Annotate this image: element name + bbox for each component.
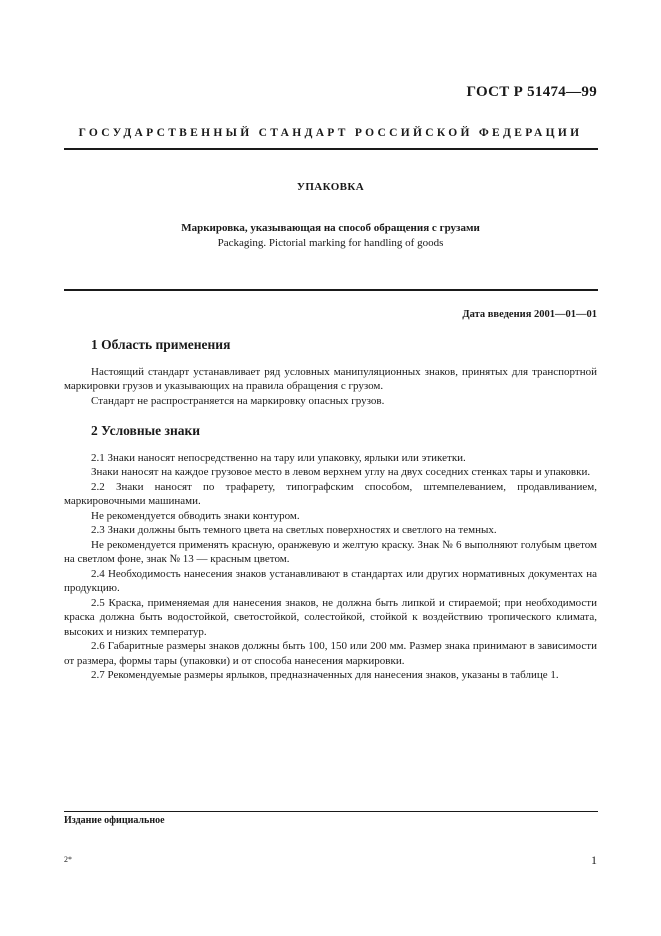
document-title: УПАКОВКА (296, 181, 365, 193)
paragraph: 2.2 Знаки наносят по трафарету, типографским способом, штемпелеванием, продавливанием, маркировочными машинами. (64, 480, 597, 507)
page-number: 1 (591, 853, 597, 867)
document-body (64, 338, 597, 683)
introduction-date: Дата введения 2001—01—01 (462, 309, 597, 320)
paragraph: 2.3 Знаки должны быть темного цвета на светлых поверхностях и светлого на темных. (91, 524, 497, 536)
paragraph: Не рекомендуется обводить знаки контуром. (91, 509, 300, 522)
section-heading: 2 Условные знаки (91, 423, 201, 438)
footer-rule (64, 811, 598, 812)
paragraph: Не рекомендуется применять красную, оранжевую и желтую краску. Знак № 6 выполняют голубым цветом на светлом фоне, знак № 13 — красным цветом. (64, 538, 597, 565)
section-scope (64, 338, 597, 408)
subtitle-english: Packaging. Pictorial marking for handling of goods (217, 237, 444, 249)
paragraph: 2.5 Краска, применяемая для нанесения знаков, не должна быть липкой и стираемой; при необходимости краска должна быть водостойкой, светостойкой, солестойкой, стойкой к воздействию тропического климата, высоких и низких температур. (64, 596, 597, 638)
official-edition-label: Издание официальное (64, 815, 165, 826)
paragraph: 2.1 Знаки наносят непосредственно на тару или упаковку, ярлыки или этикетки. (91, 451, 466, 464)
sheet-mark: 2* (64, 855, 72, 864)
paragraph: Стандарт не распространяется на маркировку опасных грузов. (91, 394, 385, 407)
header-rule (64, 148, 598, 150)
state-standard-title: ГОСУДАРСТВЕННЫЙ СТАНДАРТ РОССИЙСКОЙ ФЕДЕРАЦИИ (78, 127, 583, 139)
title-rule (64, 289, 598, 291)
document-code: ГОСТ Р 51474—99 (466, 84, 597, 100)
subtitle-russian: Маркировка, указывающая на способ обращения с грузами (181, 222, 480, 234)
paragraph: 2.6 Габаритные размеры знаков должны быть 100, 150 или 200 мм. Размер знака принимают в зависимости от размера, формы тары (упаковки) и от способа нанесения маркировки. (64, 640, 597, 667)
paragraph: 2.7 Рекомендуемые размеры ярлыков, предназначенных для нанесения знаков, указаны в таблице 1. (91, 669, 559, 681)
paragraph: Знаки наносят на каждое грузовое место в левом верхнем углу на двух соседних стенках тары и упаковки. (91, 466, 591, 478)
section-signs (64, 424, 597, 683)
section-heading: 1 Область применения (91, 337, 231, 352)
paragraph: Настоящий стандарт устанавливает ряд условных манипуляционных знаков, принятых для транспортной маркировки грузов и указывающих на правила обращения с грузом. (64, 365, 597, 392)
paragraph: 2.4 Необходимость нанесения знаков устанавливают в стандартах или других нормативных документах на продукцию. (64, 567, 597, 594)
